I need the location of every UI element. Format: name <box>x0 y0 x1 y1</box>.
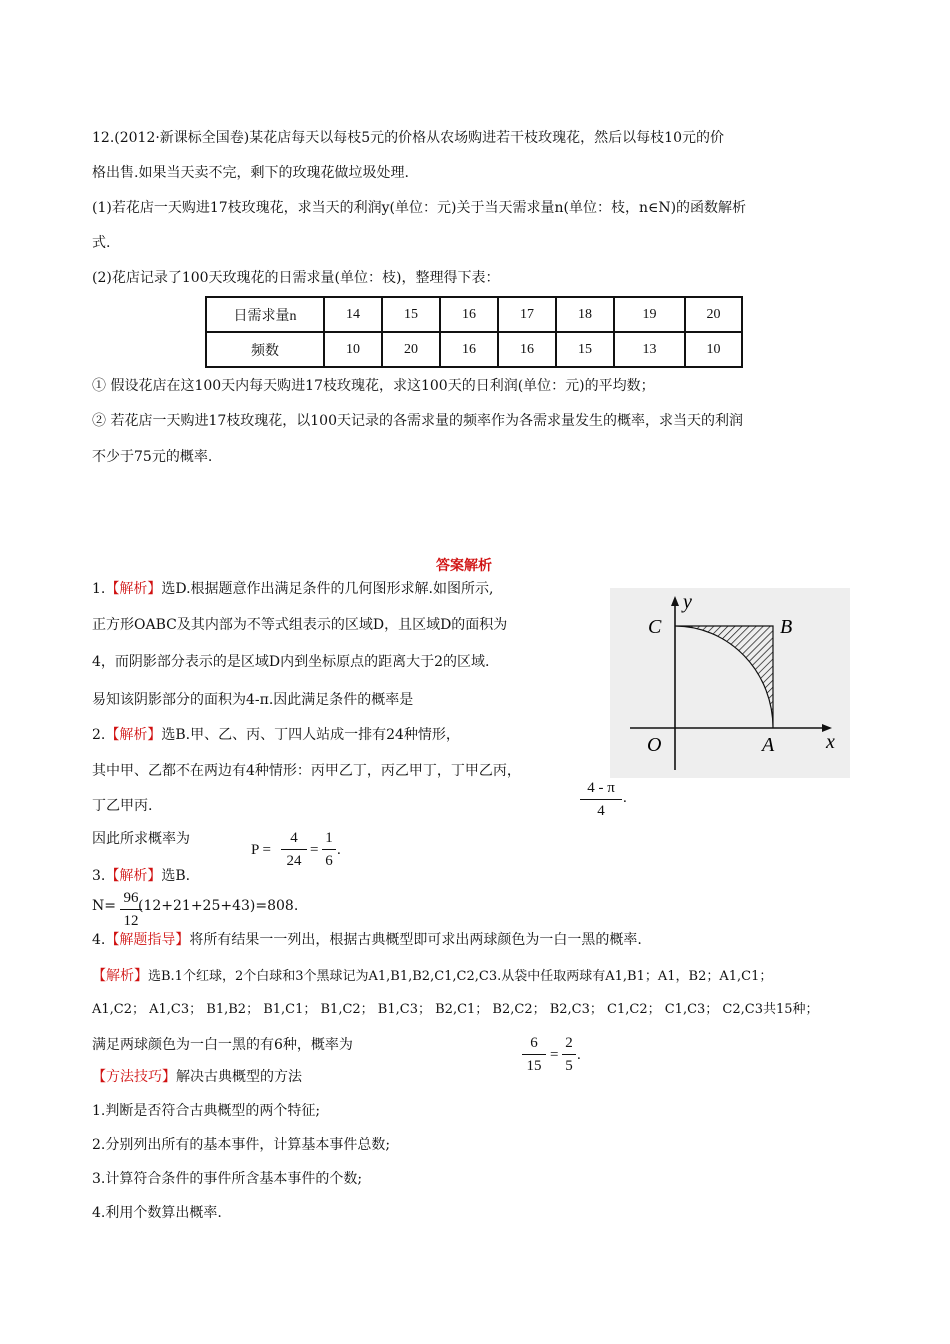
answer-number: 4. <box>92 932 106 948</box>
question-2a: ② 若花店一天购进17枝玫瑰花，以100天记录的各需求量的频率作为各需求量发生的概率，求当天的利润 <box>92 413 743 429</box>
answer-text: 选D.根据题意作出满足条件的几何图形求解.如图所示, <box>161 581 494 597</box>
question-2b: 不少于75元的概率. <box>92 449 213 465</box>
tips-tag: 【方法技巧】 <box>92 1069 176 1085</box>
denominator: 12 <box>123 913 139 929</box>
equals-sign: = <box>310 842 319 858</box>
answer-tag: 【解题指导】 <box>105 932 190 948</box>
numerator: 4 - π <box>587 780 615 796</box>
table-cell: 20 <box>685 297 742 332</box>
tip-2: 2.分别列出所有的基本事件，计算基本事件总数; <box>92 1137 391 1153</box>
answer-2-line-2: 其中甲、乙都不在两边有4种情形：丙甲乙丁，丙乙甲丁，丁甲乙丙， <box>92 763 521 779</box>
answer-3-N: N= <box>92 898 116 914</box>
table-cell: 日需求量n <box>206 297 324 332</box>
label-A: A <box>762 734 775 756</box>
denominator: 24 <box>286 853 302 869</box>
answer-1-line-1 <box>92 579 493 599</box>
table-row <box>206 297 742 332</box>
table-cell: 13 <box>614 332 685 367</box>
answer-text: 选B.甲、乙、丙、丁四人站成一排有24种情形， <box>161 727 460 743</box>
answer-4-line-4: 满足两球颜色为一白一黑的有6种，概率为 <box>92 1037 353 1053</box>
numerator: 6 <box>530 1035 538 1051</box>
fraction-bar <box>522 1054 546 1055</box>
answer-2-line-3: 丁乙甲丙. <box>92 798 153 814</box>
problem-line-1: 12.(2012·新课标全国卷)某花店每天以每枝5元的价格从农场购进若干枝玫瑰花，然后以每枝10元的价 <box>92 130 724 146</box>
table-cell: 16 <box>498 332 556 367</box>
label-C: C <box>648 616 662 638</box>
equals-sign: = <box>550 1047 559 1063</box>
period: . <box>577 1047 581 1063</box>
denominator: 4 <box>597 803 605 819</box>
table-cell: 10 <box>324 332 382 367</box>
answer-number: 2. <box>92 727 106 743</box>
table-row <box>206 332 742 367</box>
table-cell: 15 <box>382 297 440 332</box>
answer-2-line-4: 因此所求概率为 <box>92 831 190 847</box>
table-cell: 18 <box>556 297 614 332</box>
answer-1-line-3: 4，而阴影部分表示的是区域D内到坐标原点的距离大于2的区域. <box>92 654 490 670</box>
answer-text: 选B.1个红球，2个白球和3个黑球记为A1,B1,B2,C1,C2,C3.从袋中任取两球有A1,B1；A1，B2；A1,C1； <box>148 969 773 984</box>
denominator: 6 <box>325 853 333 869</box>
fraction-4-over-24 <box>281 829 307 870</box>
table-cell: 10 <box>685 332 742 367</box>
tips-text: 解决古典概型的方法 <box>176 1069 302 1085</box>
problem-line-2: 格出售.如果当天卖不完，剩下的玫瑰花做垃圾处理. <box>92 165 409 181</box>
demand-frequency-table <box>205 296 743 368</box>
numerator: 96 <box>123 890 139 906</box>
method-tips-heading <box>92 1067 302 1087</box>
numerator: 4 <box>290 830 298 846</box>
answer-4-line-2 <box>92 966 772 987</box>
fraction-1-over-6 <box>322 829 336 870</box>
answer-4-line-3: A1,C2； A1,C3； B1,B2； B1,C1； B1,C2； B1,C3； B2,C1； B2,C2； B2,C3； C1,C2； C1,C3； C2,C3共15种； <box>92 1002 819 1017</box>
answer-1-line-4: 易知该阴影部分的面积为4-π.因此满足条件的概率是 <box>92 692 414 708</box>
shaded-region <box>675 626 773 728</box>
region-figure <box>610 588 850 778</box>
label-B: B <box>780 616 793 638</box>
fraction-4-minus-pi-over-4 <box>580 779 622 820</box>
answer-3-expression: (12+21+25+43)=808. <box>138 898 299 914</box>
denominator: 15 <box>526 1058 542 1074</box>
tip-3: 3.计算符合条件的事件所含基本事件的个数; <box>92 1171 363 1187</box>
numerator: 2 <box>565 1035 573 1051</box>
tip-1: 1.判断是否符合古典概型的两个特征; <box>92 1103 321 1119</box>
P-equals: P = <box>251 842 271 858</box>
table-cell: 16 <box>440 297 498 332</box>
table-cell: 20 <box>382 332 440 367</box>
label-O: O <box>647 734 662 756</box>
answer-3-line-1 <box>92 866 190 886</box>
answers-title: 答案解析 <box>436 558 492 574</box>
table-cell: 17 <box>498 297 556 332</box>
answer-1-line-2: 正方形OABC及其内部为不等式组表示的区域D，且区域D的面积为 <box>92 617 508 633</box>
answer-number: 1. <box>92 581 106 597</box>
answer-text: 将所有结果一一列出，根据古典概型即可求出两球颜色为一白一黑的概率. <box>189 932 642 948</box>
table-cell: 14 <box>324 297 382 332</box>
numerator: 1 <box>325 830 333 846</box>
table-cell: 15 <box>556 332 614 367</box>
answer-tag: 【解析】 <box>105 581 162 597</box>
answer-tag: 【解析】 <box>105 868 162 884</box>
fraction-2-over-5 <box>562 1034 576 1075</box>
problem-line-4: 式. <box>92 235 111 251</box>
answer-2-line-1 <box>92 725 460 745</box>
tip-4: 4.利用个数算出概率. <box>92 1205 222 1221</box>
answer-tag: 【解析】 <box>92 968 148 984</box>
x-label: x <box>826 731 835 753</box>
fraction-bar <box>562 1054 576 1055</box>
fraction-bar <box>281 849 307 850</box>
answer-4-line-1 <box>92 930 642 950</box>
denominator: 5 <box>565 1058 573 1074</box>
table-cell: 频数 <box>206 332 324 367</box>
period: . <box>623 790 627 806</box>
table-cell: 19 <box>614 297 685 332</box>
question-1: ① 假设花店在这100天内每天购进17枝玫瑰花，求这100天的日利润(单位：元)的平均数； <box>92 378 655 394</box>
answer-number: 3. <box>92 868 106 884</box>
problem-line-3: (1)若花店一天购进17枝玫瑰花，求当天的利润y(单位：元)关于当天需求量n(单位：枝，n∈N)的函数解析 <box>92 200 747 216</box>
problem-line-5: (2)花店记录了100天玫瑰花的日需求量(单位：枝)，整理得下表： <box>92 270 500 286</box>
answer-text: 选B. <box>161 868 191 884</box>
fraction-bar <box>580 799 622 800</box>
y-label: y <box>683 591 692 613</box>
fraction-6-over-15 <box>522 1034 546 1075</box>
answer-tag: 【解析】 <box>105 727 162 743</box>
table-cell: 16 <box>440 332 498 367</box>
period: . <box>337 842 341 858</box>
y-axis-arrow <box>671 596 679 606</box>
fraction-bar <box>322 849 336 850</box>
